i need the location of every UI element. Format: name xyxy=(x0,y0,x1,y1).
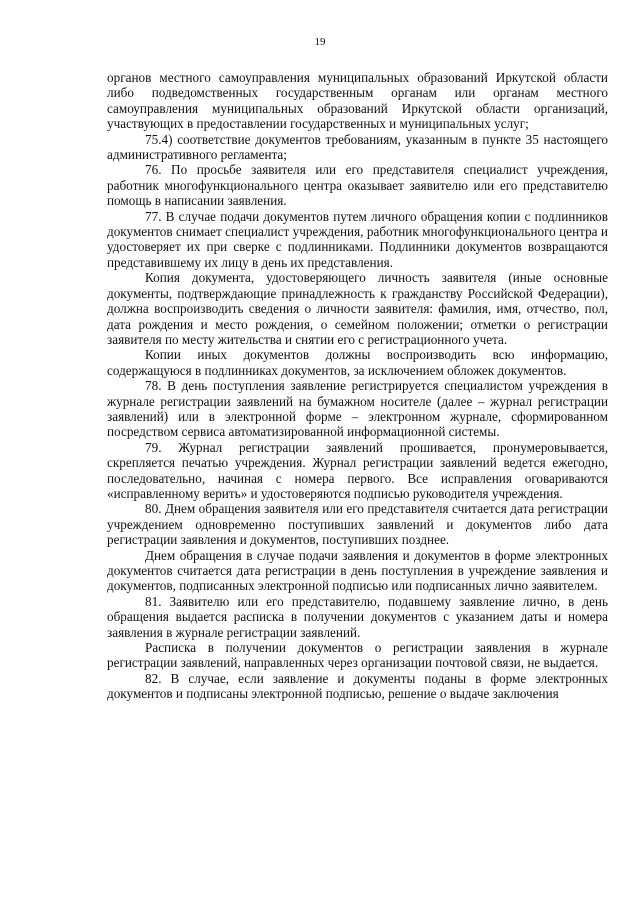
paragraph-electronic-day: Днем обращения в случае подачи заявления и документов в форме электронных документов считается дата регистрации в день поступления в учреждение заявления и документов, подписанных электронной подписью или подписанных лично заявителем. xyxy=(107,547,608,594)
page-number: 19 xyxy=(314,36,326,48)
paragraph-76: 76. По просьбе заявителя или его представителя специалист учреждения, работник многофункционального центра оказывает заявителю или его представителю помощь в написании заявления. xyxy=(107,162,608,209)
paragraph-79: 79. Журнал регистрации заявлений прошивается, пронумеровывается, скрепляется печатью учреждения. Журнал регистрации заявлений ведется ежегодно, последовательно, начиная с номера первого. Все исправления оговариваются «исправленному верить» и удостоверяются подписью руководителя учреждения. xyxy=(107,439,608,501)
document-body xyxy=(107,70,608,702)
paragraph-identity-copy: Копия документа, удостоверяющего личность заявителя (иные основные документы, подтверждающие принадлежность к гражданству Российской Федерации), должна воспроизводить сведения о личности заявителя: фамилия, имя, отчество, пол, дата рождения и место рождения, о семейном положении; отметки о регистрации заявителя по месту жительства и снятии его с регистрационного учета. xyxy=(107,270,608,347)
paragraph-77: 77. В случае подачи документов путем личного обращения копии с подлинников документов снимает специалист учреждения, работник многофункционального центра и удостоверяет их при сверке с подлинниками. Подлинники документов возвращаются представившему их лицу в день их представления. xyxy=(107,208,608,270)
paragraph-82: 82. В случае, если заявление и документы поданы в форме электронных документов и подписаны электронной подписью, решение о выдаче заключения xyxy=(107,670,608,702)
paragraph-continuation: органов местного самоуправления муниципальных образований Иркутской области либо подведомственных государственным органам или органам местного самоуправления муниципальных образований Иркутской области организаций, участвующих в предоставлении государственных и муниципальных услуг; xyxy=(107,70,608,132)
paragraph-other-copies: Копии иных документов должны воспроизводить всю информацию, содержащуюся в подлинниках документов, за исключением обложек документов. xyxy=(107,347,608,378)
paragraph-80: 80. Днем обращения заявителя или его представителя считается дата регистрации учреждением одновременно поступивших заявлений и документов либо дата регистрации заявления и документов, поступивших позднее. xyxy=(107,501,608,548)
paragraph-78: 78. В день поступления заявление регистрируется специалистом учреждения в журнале регистрации заявлений на бумажном носителе (далее – журнал регистрации заявлений) или в электронной форме – электронном журнале, сформированном посредством сервиса автоматизированной информационной системы. xyxy=(107,378,608,440)
paragraph-75-4: 75.4) соответствие документов требованиям, указанным в пункте 35 настоящего административного регламента; xyxy=(107,131,608,163)
paragraph-receipt: Расписка в получении документов о регистрации заявления в журнале регистрации заявлений, направленных через организации почтовой связи, не выдается. xyxy=(107,640,608,671)
paragraph-81: 81. Заявителю или его представителю, подавшему заявление лично, в день обращения выдается расписка в получении документов с указанием даты и номера заявления в журнале регистрации заявлений. xyxy=(107,593,608,640)
